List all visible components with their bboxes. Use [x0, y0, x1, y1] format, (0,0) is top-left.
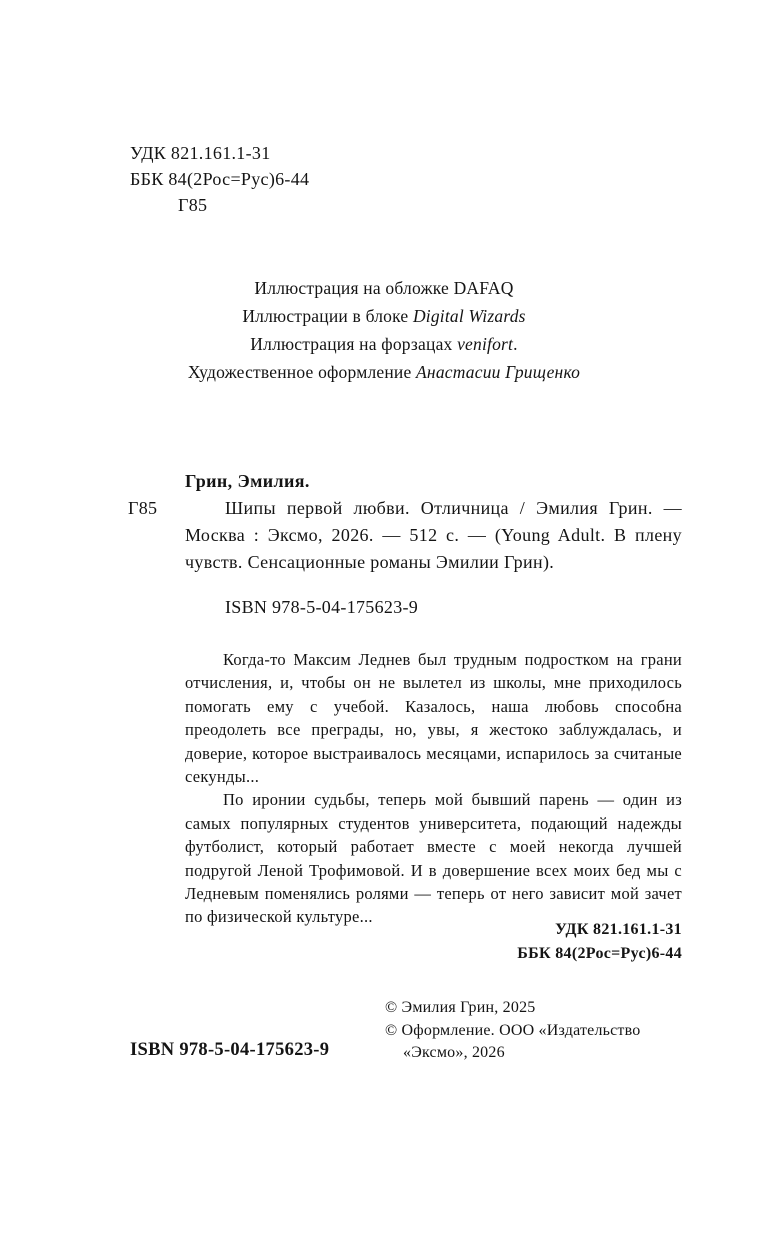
credit-label: Иллюстрация на обложке — [254, 278, 454, 298]
credit-name: Анастасии Грищенко — [416, 362, 581, 382]
credit-block-illustrations — [0, 302, 768, 330]
author-sign-code: Г85 — [178, 195, 208, 215]
credit-name: Digital Wizards — [412, 306, 526, 326]
catalog-entry-description: Шипы первой любви. Отличница / Эмилия Грин. — Москва : Эксмо, 2026. — 512 с. — (Young Adult. В плену чувств. Сенсационные романы Эмилии Грин). — [185, 498, 682, 572]
bibliographic-record — [128, 468, 682, 621]
copyright-block — [385, 997, 640, 1065]
annotation — [185, 648, 682, 929]
catalog-entry-code: Г85 — [128, 498, 158, 518]
credit-label: Иллюстрации в блоке — [242, 306, 413, 326]
copyright-publisher-line1: © Оформление. ООО «Издательство — [385, 1021, 641, 1039]
catalog-entry — [128, 495, 682, 576]
credit-art-design — [0, 358, 768, 386]
credit-label: Иллюстрация на форзацах — [250, 334, 458, 354]
copyright-author: © Эмилия Грин, 2025 — [385, 999, 536, 1016]
illustration-credits — [0, 274, 768, 386]
book-author: Грин, Эмилия. — [185, 471, 310, 491]
udk-code: УДК 821.161.1-31 — [130, 143, 271, 163]
annotation-paragraph-2: По иронии судьбы, теперь мой бывший парень — один из самых популярных студентов университета, подающий надежды футболист, который работает вместе с моей некогда лучшей подругой Леной Трофимовой. И в довершение всех моих бед мы с Ледневым поменялись ролями — теперь от него зависит мой зачет по физической культуре... — [185, 790, 682, 927]
bottom-classification-codes — [517, 918, 682, 966]
copyright-publisher-line2: «Эксмо», 2026 — [403, 1044, 505, 1061]
credit-cover-illustration — [0, 274, 768, 302]
credit-name: venifort — [457, 334, 514, 354]
credit-name: DAFAQ — [453, 278, 514, 298]
credit-suffix: . — [513, 334, 518, 354]
udk-code-bottom: УДК 821.161.1-31 — [555, 921, 682, 938]
credit-label: Художественное оформление — [187, 362, 417, 382]
top-classification-codes — [130, 140, 309, 218]
bbk-code-bottom: ББК 84(2Рос=Рус)6-44 — [517, 945, 682, 962]
isbn-catalog: ISBN 978-5-04-175623-9 — [225, 597, 419, 617]
credit-endpaper-illustration — [0, 330, 768, 358]
bbk-code: ББК 84(2Рос=Рус)6-44 — [130, 169, 310, 189]
annotation-paragraph-1: Когда-то Максим Леднев был трудным подростком на грани отчисления, и, чтобы он не вылетел из школы, мне приходилось помогать ему с учебой. Казалось, наша любовь способна преодолеть все преграды, но, увы, я жестоко заблуждалась, и доверие, которое выстраивалось месяцами, испарилось за считаные секунды... — [185, 650, 682, 787]
isbn-footer: ISBN 978-5-04-175623-9 — [130, 1040, 330, 1060]
